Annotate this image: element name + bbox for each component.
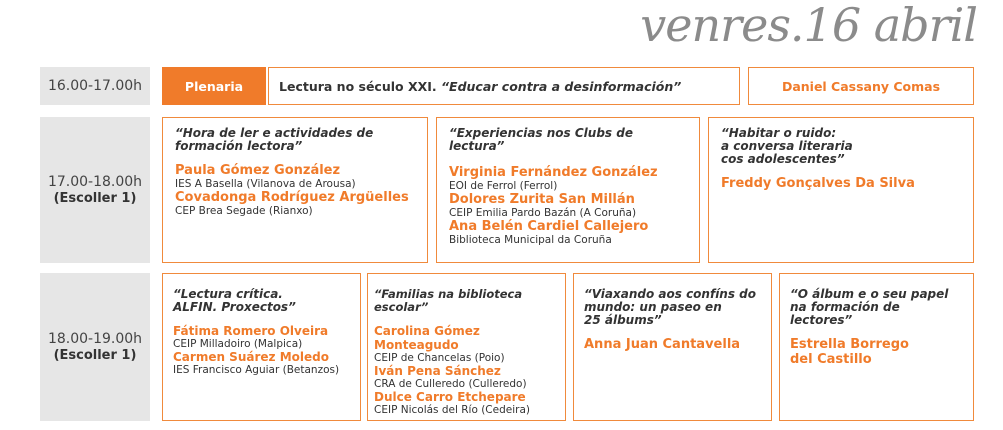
institution: CEIP Emilia Pardo Bazán (A Coruña): [449, 207, 637, 219]
institution: EOI de Ferrol (Ferrol): [449, 180, 558, 192]
plenary-speaker: [748, 67, 974, 105]
plenary-lecture: [268, 67, 740, 105]
institution: IES A Basella (Vilanova de Arousa): [175, 178, 356, 190]
time-label: 18.00-19.00h: [47, 331, 143, 347]
speaker-name: Iván Pena Sánchez: [374, 364, 501, 378]
time-slot-1: [40, 67, 150, 105]
speaker-name: Paula Gómez González: [175, 163, 341, 178]
speaker-name: Anna Juan Cantavella: [584, 337, 741, 352]
speaker-name: Virginia Fernández González: [449, 165, 658, 180]
speaker-name: Ana Belén Cardiel Callejero: [449, 219, 649, 234]
speaker-name: Daniel Cassany Comas: [781, 78, 941, 94]
speaker-name: Fátima Romero Olveira: [173, 324, 329, 338]
institution: CEIP Milladoiro (Malpica): [173, 338, 303, 350]
speaker-name: Dulce Carro Etchepare: [374, 390, 526, 404]
session-card: [573, 273, 772, 421]
time-slot-3: [40, 273, 150, 421]
session-title: “Hora de ler e actividades de formación lectora”: [175, 126, 374, 153]
institution: Biblioteca Municipal da Coruña: [449, 234, 612, 246]
institution: CEIP de Chancelas (Poio): [374, 352, 505, 364]
session-title: “Experiencias nos Clubs de lectura”: [449, 126, 633, 153]
session-card: [436, 117, 700, 263]
institution: CEIP Nicolás del Río (Cedeira): [374, 404, 530, 416]
session-card: [162, 273, 361, 421]
room-label: (Escoller 1): [53, 191, 137, 206]
time-label: 16.00-17.00h: [47, 78, 143, 94]
speaker-name: Carolina Gómez Monteagudo: [374, 324, 480, 352]
speaker-name: Carmen Suárez Moledo: [173, 350, 329, 364]
institution: CEP Brea Segade (Rianxo): [175, 205, 313, 217]
session-card: [708, 117, 974, 263]
session-title: “Viaxando aos confíns do mundo: un paseo en 25 álbums”: [584, 287, 757, 327]
speaker-name: Covadonga Rodríguez Argüelles: [175, 190, 409, 205]
lecture-title: Lectura no século XXI. “Educar contra a desinformación”: [279, 78, 682, 94]
institution: IES Francisco Aguiar (Betanzos): [173, 364, 340, 376]
session-card: [367, 273, 566, 421]
room-label: (Escoller 1): [53, 348, 137, 363]
session-card: [162, 117, 428, 263]
time-slot-2: [40, 117, 150, 263]
session-title: “Familias na biblioteca escolar”: [374, 287, 523, 314]
time-label: 17.00-18.00h: [47, 174, 143, 190]
institution: CRA de Culleredo (Culleredo): [374, 378, 527, 390]
session-card: [779, 273, 974, 421]
speaker-name: Freddy Gonçalves Da Silva: [721, 176, 915, 191]
plenaria-badge: Plenaria: [162, 67, 266, 105]
page-title: venres.16 abril: [640, 0, 977, 52]
session-title: “Habitar o ruido: a conversa literaria cos adolescentes”: [721, 126, 853, 166]
session-title: “Lectura crítica. ALFIN. Proxectos”: [173, 287, 296, 314]
speaker-name: Estrella Borrego del Castillo: [790, 337, 909, 367]
speaker-name: Dolores Zurita San Millán: [449, 192, 635, 207]
session-title: “O álbum e o seu papel na formación de lectores”: [790, 287, 949, 327]
